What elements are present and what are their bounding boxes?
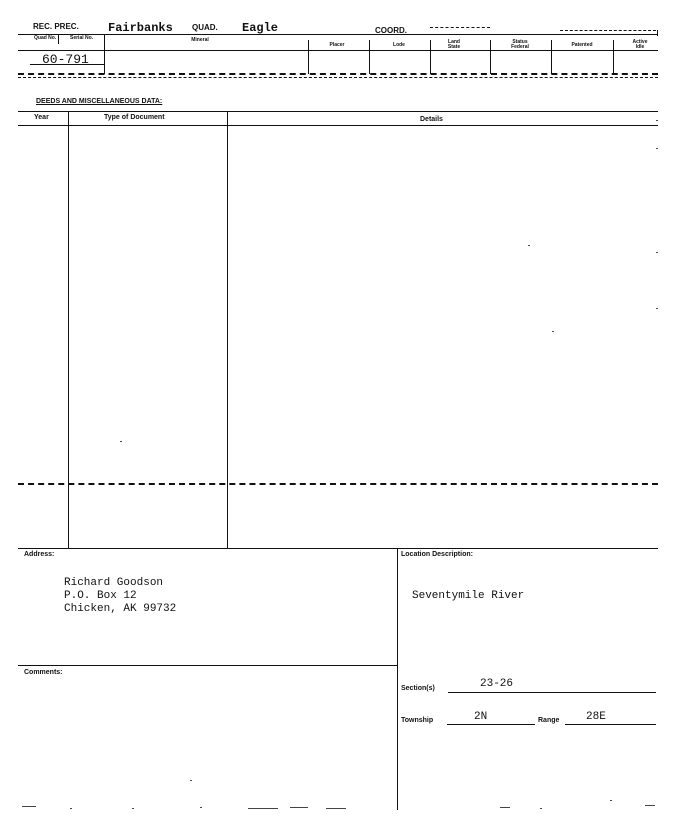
speck: [200, 807, 202, 808]
address-top-rule: [18, 548, 658, 549]
address-location-divider: [397, 548, 398, 810]
township-label: Township: [401, 717, 434, 724]
address-label: Address:: [24, 551, 55, 558]
speck: [540, 808, 542, 809]
address-line-1: Richard Goodson: [64, 577, 164, 589]
mineral-divider: [104, 34, 105, 74]
deeds-header-rule: [18, 125, 658, 126]
location-value: Seventymile River: [412, 590, 525, 602]
rec-prec-label: REC. PREC.: [33, 22, 79, 31]
quad-serial-value: 60-791: [42, 52, 89, 67]
header-rule: [18, 34, 658, 35]
speck: [656, 120, 658, 121]
township-underline: [447, 724, 535, 725]
speck: [290, 807, 308, 808]
col-details-header: Details: [420, 116, 443, 123]
coord-label: COORD.: [375, 26, 407, 35]
col-type-header: Type of Document: [104, 114, 165, 121]
speck: [656, 252, 658, 253]
quad-serial-divider: [58, 34, 59, 44]
placer-label: Placer: [329, 42, 345, 48]
quad-no-label: Quad No.: [34, 35, 57, 41]
sections-label: Section(s): [401, 685, 435, 692]
speck: [132, 808, 134, 809]
quad-label: QUAD.: [192, 23, 218, 32]
range-value: 28E: [586, 711, 606, 723]
speck: [528, 245, 530, 246]
speck: [120, 441, 122, 442]
speck: [610, 800, 612, 801]
status-divider: [490, 40, 491, 74]
location-label: Location Description:: [401, 551, 473, 558]
header-bottom-dash-2: [18, 77, 658, 78]
speck: [645, 805, 655, 806]
deeds-title: DEEDS AND MISCELLANEOUS DATA:: [36, 98, 163, 105]
speck: [656, 308, 658, 309]
comments-label: Comments:: [24, 669, 63, 676]
speck: [500, 807, 510, 808]
lode-divider: [369, 40, 370, 74]
sections-value: 23-26: [480, 678, 514, 690]
comments-top-rule: [18, 665, 398, 666]
coord-dash-right: [560, 30, 656, 31]
deeds-dash-rule: [18, 483, 658, 485]
status-federal-label: Status Federal: [511, 39, 529, 50]
speck: [248, 808, 278, 809]
col-year-header: Year: [34, 114, 49, 121]
speck: [190, 780, 192, 781]
patented-label: Patented: [571, 42, 593, 48]
speck: [70, 808, 72, 809]
label-row-rule: [18, 50, 658, 51]
land-state-label: Land State: [447, 39, 461, 50]
header-bottom-dash: [18, 73, 658, 75]
range-label: Range: [538, 717, 560, 724]
quad-value: Eagle: [242, 21, 279, 35]
deeds-top-rule: [18, 111, 658, 112]
patented-divider: [551, 40, 552, 74]
range-underline: [565, 724, 656, 725]
address-line-2: P.O. Box 12: [64, 590, 137, 602]
speck: [326, 808, 346, 809]
rec-prec-value: Fairbanks: [108, 21, 173, 35]
active-idle-label: Active Idle: [632, 39, 648, 50]
corner-tick: [657, 30, 658, 36]
serial-no-label: Serial No.: [70, 35, 94, 41]
speck: [552, 331, 554, 332]
active-divider: [613, 40, 614, 74]
lode-label: Lode: [393, 42, 405, 48]
placer-divider: [308, 40, 309, 74]
land-divider: [430, 40, 431, 74]
township-value: 2N: [474, 711, 488, 723]
sections-underline: [448, 692, 656, 693]
serial-underline: [30, 64, 104, 65]
address-line-3: Chicken, AK 99732: [64, 603, 177, 615]
speck: [22, 806, 36, 807]
coord-dash: [430, 27, 490, 28]
mineral-label: Mineral: [191, 37, 209, 43]
speck: [656, 148, 658, 149]
